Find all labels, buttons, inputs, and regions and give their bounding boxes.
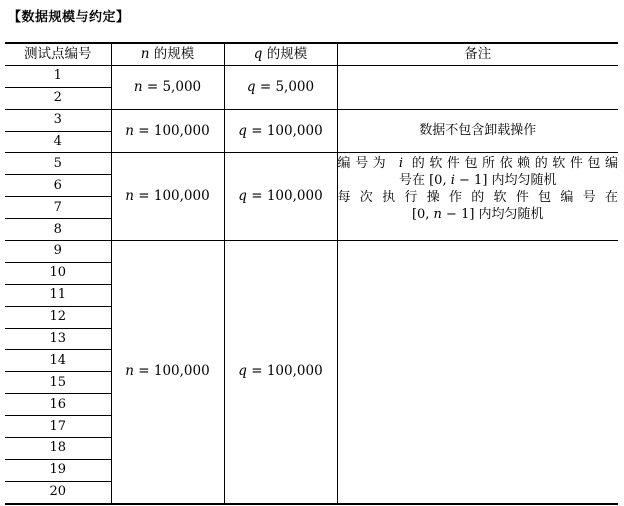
header-n-var: n — [140, 46, 150, 63]
note-line: 数据不包含卸载操作 — [419, 123, 537, 139]
header-note: 备注 — [337, 43, 618, 65]
table-header-row — [5, 43, 618, 65]
test-id-cell: 17 — [5, 416, 111, 438]
q-scale-value: q = 100,000 — [238, 363, 323, 380]
test-id-cell: 19 — [5, 459, 111, 481]
test-id-cell: 13 — [5, 328, 111, 350]
test-id-cell: 15 — [5, 372, 111, 394]
test-id-cell: 2 — [5, 87, 111, 109]
n-scale-cell — [111, 65, 224, 109]
note-cell — [337, 109, 618, 153]
header-n-scale — [111, 43, 224, 65]
q-scale-cell — [224, 241, 337, 504]
test-id-cell: 9 — [5, 241, 111, 263]
q-scale-cell — [224, 109, 337, 153]
table-row — [5, 241, 618, 263]
test-id-cell: 20 — [5, 481, 111, 503]
header-test-id: 测试点编号 — [5, 43, 111, 65]
n-scale-value: n = 100,000 — [125, 363, 210, 380]
q-scale-cell — [224, 153, 337, 241]
n-scale-cell — [111, 109, 224, 153]
note-cell — [337, 65, 618, 109]
q-scale-cell — [224, 65, 337, 109]
note-line: 每次执行操作的软件包编号在 — [337, 190, 618, 206]
test-id-cell: 12 — [5, 306, 111, 328]
test-id-cell: 7 — [5, 197, 111, 219]
header-q-suffix: 的规模 — [266, 46, 308, 63]
header-n-suffix: 的规模 — [153, 46, 195, 63]
table-row — [5, 65, 618, 87]
test-id-cell: 10 — [5, 262, 111, 284]
note-cell — [337, 153, 618, 241]
test-id-cell: 3 — [5, 109, 111, 131]
n-scale-cell — [111, 241, 224, 504]
test-id-cell: 8 — [5, 219, 111, 241]
section-title: 【数据规模与约定】 — [8, 10, 130, 25]
note-cell — [337, 241, 618, 504]
header-q-scale — [224, 43, 337, 65]
n-scale-value: n = 5,000 — [133, 78, 202, 95]
q-scale-value: q = 5,000 — [246, 78, 315, 95]
table-body — [5, 65, 618, 503]
note-line: 号在 [0, i − 1] 内均匀随机 — [398, 173, 557, 189]
n-scale-value: n = 100,000 — [125, 188, 210, 205]
test-id-cell: 6 — [5, 175, 111, 197]
n-scale-value: n = 100,000 — [125, 122, 210, 139]
q-scale-value: q = 100,000 — [238, 122, 323, 139]
test-id-cell: 5 — [5, 153, 111, 175]
test-id-cell: 18 — [5, 438, 111, 460]
q-scale-value: q = 100,000 — [238, 188, 323, 205]
test-id-cell: 4 — [5, 131, 111, 153]
note-line: [0, n − 1] 内均匀随机 — [411, 207, 544, 223]
constraints-table — [5, 42, 618, 505]
test-id-cell: 14 — [5, 350, 111, 372]
test-id-cell: 11 — [5, 284, 111, 306]
test-id-cell: 1 — [5, 65, 111, 87]
note-line: 编号为 i 的软件包所依赖的软件包编 — [337, 156, 618, 172]
table-row — [5, 109, 618, 131]
n-scale-cell — [111, 153, 224, 241]
table-row — [5, 153, 618, 175]
test-id-cell: 16 — [5, 394, 111, 416]
header-q-var: q — [253, 46, 263, 63]
